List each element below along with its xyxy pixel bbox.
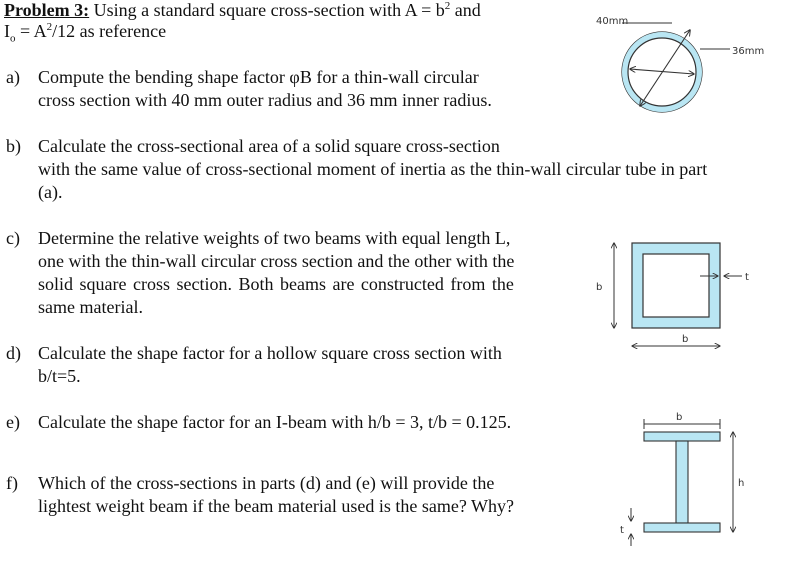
i-beam-top-flange (644, 432, 720, 441)
part-d-label: d) (6, 343, 21, 363)
part-f-label: f) (6, 473, 18, 493)
square-height-label: b (596, 282, 603, 293)
inertia-rest: /12 as reference (52, 21, 167, 41)
outer-radius-label: 40mm (596, 16, 629, 27)
i-beam-thickness-label: t (620, 525, 624, 536)
i-beam-web (676, 441, 688, 523)
thickness-label: t (745, 272, 749, 283)
i-beam-height-label: h (738, 478, 745, 489)
circular-tube-figure (596, 16, 764, 112)
part-c-line-2: one with the thin-wall circular cross section and the other with the (38, 251, 515, 271)
inertia-equals: = A (15, 21, 47, 41)
i-beam-bottom-flange (644, 523, 720, 532)
inertia-exponent: 2 (46, 21, 53, 33)
part-d-line-2: b/t=5. (38, 366, 81, 386)
part-e-line-1: Calculate the shape factor for an I-beam with h/b = 3, t/b = 0.125. (38, 412, 512, 432)
title-and: and (450, 0, 481, 20)
part-b-line-2: with the same value of cross-sectional moment of inertia as the thin-wall circular tube in part (38, 159, 708, 179)
problem-title-text: Using a standard square cross-section with A = b (89, 0, 445, 20)
part-d-line-1: Calculate the shape factor for a hollow square cross section with (38, 343, 502, 363)
part-b-line-1: Calculate the cross-sectional area of a solid square cross-section (38, 136, 500, 156)
hollow-square-inner (643, 254, 709, 317)
part-f-line-1: Which of the cross-sections in parts (d) and (e) will provide the (38, 473, 495, 493)
inertia-subscript: o (10, 32, 16, 45)
part-b-label: b) (6, 136, 21, 156)
i-beam-width-label: b (676, 412, 683, 423)
part-c-label: c) (6, 228, 20, 248)
part-b-line-3: (a). (38, 182, 63, 202)
part-f-line-2: lightest weight beam if the beam material used is the same? Why? (38, 496, 515, 516)
square-width-label: b (682, 334, 689, 345)
inner-radius-label: 36mm (732, 46, 765, 57)
inertia-symbol: I (4, 21, 10, 41)
part-c-line-4: same material. (38, 297, 143, 317)
part-e-label: e) (6, 412, 20, 432)
i-beam-figure (620, 412, 744, 546)
part-c-line-1: Determine the relative weights of two beams with equal length L, (38, 228, 511, 248)
exponent-2: 2 (444, 0, 451, 12)
problem-number: Problem 3: (4, 0, 90, 20)
hollow-square-figure (596, 243, 749, 346)
part-c-line-3: solid square cross section. Both beams are constructed from the (38, 274, 514, 294)
part-a-label: a) (6, 67, 20, 87)
part-a-line-2: cross section with 40 mm outer radius and 36 mm inner radius. (38, 90, 492, 110)
part-a-line-1: Compute the bending shape factor φB for a thin-wall circular (38, 67, 479, 87)
